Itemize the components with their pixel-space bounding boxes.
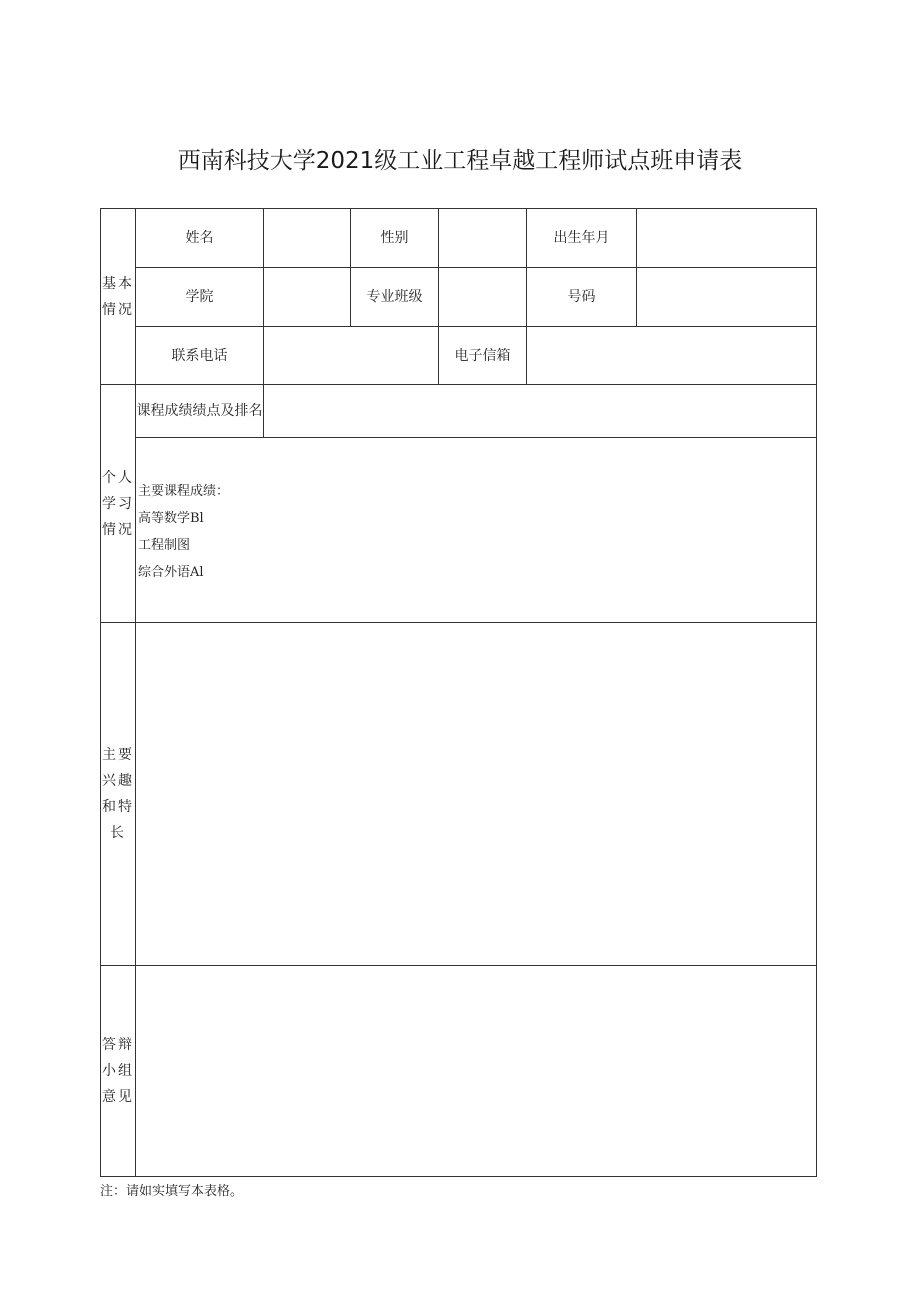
panel-opinion-field[interactable] <box>136 966 817 1177</box>
grades-list <box>136 474 816 586</box>
name-field[interactable] <box>264 209 351 268</box>
form-title: 西南科技大学2021级工业工程卓越工程师试点班申请表 <box>177 148 743 174</box>
row-gpa <box>101 385 817 438</box>
major-label: 专业班级 <box>351 268 439 327</box>
phone-field[interactable] <box>264 327 439 385</box>
college-label: 学院 <box>136 268 264 327</box>
row-phone-email <box>101 327 817 385</box>
row-name-gender-birth <box>101 209 817 268</box>
phone-label: 联系电话 <box>136 327 264 385</box>
gpa-field[interactable] <box>264 385 817 438</box>
grade-item: 高等数学Bl <box>138 511 204 526</box>
section-interests-label: 主要兴趣和特长 <box>101 623 136 966</box>
row-grades <box>101 438 817 623</box>
number-field[interactable] <box>637 268 817 327</box>
birth-field[interactable] <box>637 209 817 268</box>
college-field[interactable] <box>264 268 351 327</box>
footer-note: 注：请如实填写本表格。 <box>100 1184 244 1199</box>
row-panel-opinion <box>101 966 817 1177</box>
major-field[interactable] <box>439 268 527 327</box>
grades-area[interactable] <box>136 438 817 623</box>
section-panel-label: 答辩小组意见 <box>101 966 136 1177</box>
email-field[interactable] <box>527 327 817 385</box>
grade-item: 综合外语Al <box>138 565 204 580</box>
email-label: 电子信箱 <box>439 327 527 385</box>
grade-item: 工程制图 <box>138 538 191 553</box>
row-interests <box>101 623 817 966</box>
number-label: 号码 <box>527 268 637 327</box>
gpa-label: 课程成绩绩点及排名 <box>136 385 264 438</box>
birth-label: 出生年月 <box>527 209 637 268</box>
interests-field[interactable] <box>136 623 817 966</box>
grades-heading: 主要课程成绩： <box>138 484 230 499</box>
section-basic-label: 基本情况 <box>101 209 136 385</box>
gender-field[interactable] <box>439 209 527 268</box>
section-study-label: 个人学习情况 <box>101 385 136 623</box>
name-label: 姓名 <box>136 209 264 268</box>
application-form-table <box>100 208 817 1177</box>
gender-label: 性别 <box>351 209 439 268</box>
row-college-major-number <box>101 268 817 327</box>
